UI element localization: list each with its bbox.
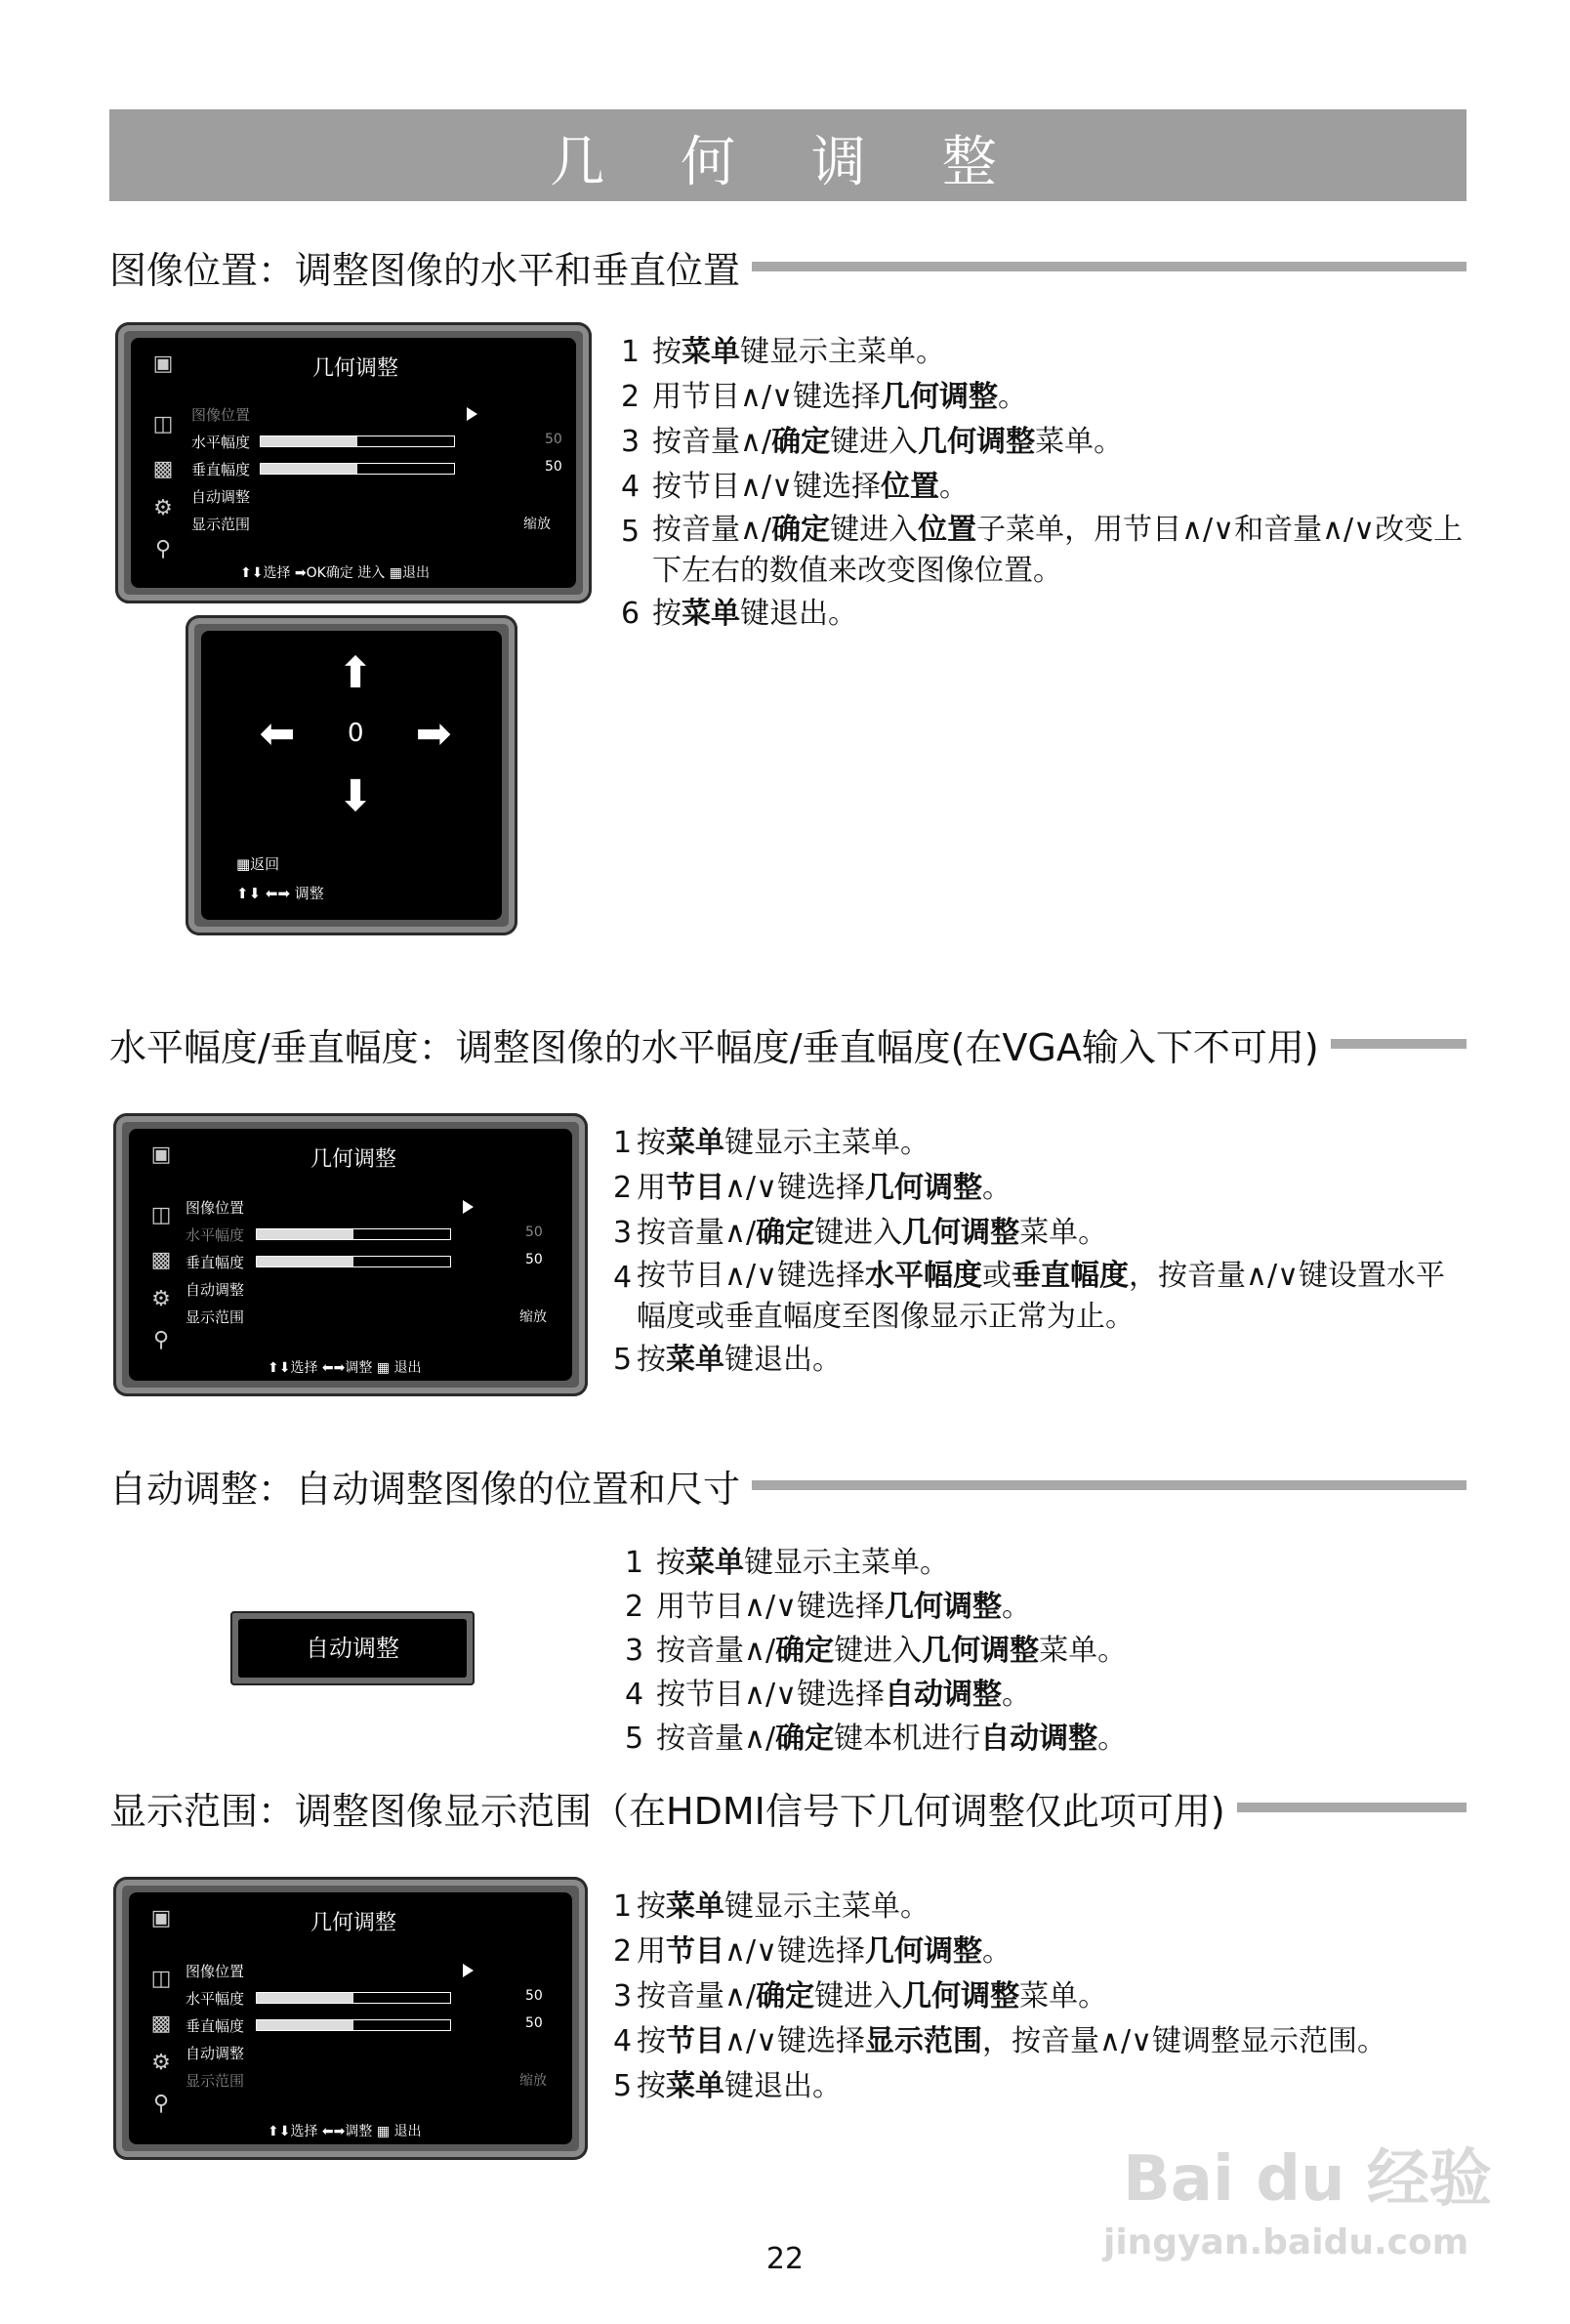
- step: 3 按音量∧/确定键进入几何调整菜单。: [613, 1979, 1108, 2013]
- osd-item-v-size[interactable]: 垂直幅度: [186, 1254, 245, 1271]
- osd-item-auto[interactable]: 自动调整: [186, 2045, 245, 2062]
- heading-text: 水平幅度/垂直幅度：调整图像的水平幅度/垂直幅度(在VGA输入下不可用): [109, 1025, 1319, 1069]
- submenu-arrow-icon: [463, 1964, 474, 1977]
- title-banner: [109, 109, 1467, 201]
- osd-menu-position: [115, 322, 592, 603]
- step: 5 按菜单键退出。: [613, 2069, 842, 2103]
- speaker-icon: ◫: [150, 1203, 172, 1227]
- osd-item-auto[interactable]: 自动调整: [186, 1281, 245, 1299]
- section-heading-position: [109, 242, 1467, 291]
- step: 5 按菜单键退出。: [613, 1343, 842, 1377]
- monitor-icon: ▣: [152, 352, 174, 376]
- osd-screen: [131, 338, 576, 588]
- picture-icon: ▩: [150, 2012, 172, 2036]
- heading-text: 图像位置：调整图像的水平和垂直位置: [109, 248, 741, 292]
- osd-help-bar: ⬆⬇选择 ➡OK确定 进入 ▦退出: [240, 565, 430, 581]
- section-heading-auto: [109, 1461, 1467, 1510]
- osd-item-position[interactable]: 图像位置: [191, 406, 251, 424]
- osd-title: 几何调整: [311, 356, 398, 381]
- monitor-icon: ▣: [150, 1142, 172, 1167]
- gear-icon: ⚙: [153, 496, 173, 520]
- v-size-value: 50: [525, 1252, 543, 1267]
- magnifier-icon: ⚲: [152, 1328, 170, 1352]
- back-hint: ▦返回: [236, 855, 280, 873]
- steps-size: [613, 1121, 1472, 1383]
- range-value: 缩放: [519, 2073, 547, 2089]
- osd-title: 几何调整: [310, 1911, 396, 1935]
- osd-item-v-size[interactable]: 垂直幅度: [186, 2017, 245, 2035]
- osd-screen: [129, 1892, 572, 2144]
- heading-rule: [1331, 1039, 1467, 1049]
- step: 4 按节目∧/∨键选择水平幅度或垂直幅度，按音量∧/∨键设置水平幅度或垂直幅度至图像显示正常为止。: [613, 1259, 1446, 1334]
- monitor-icon: ▣: [150, 1906, 172, 1930]
- osd-item-range[interactable]: 显示范围: [191, 516, 251, 533]
- h-size-value: 50: [525, 1988, 543, 2004]
- osd-menu-range: [113, 1877, 588, 2160]
- osd-title: 几何调整: [310, 1147, 396, 1172]
- heading-rule: [1237, 1803, 1467, 1812]
- position-value: 0: [348, 719, 364, 748]
- up-arrow-icon[interactable]: ⬆: [337, 648, 374, 698]
- watermark-url: jingyan.baidu.com: [1103, 2222, 1469, 2262]
- h-size-value: 50: [545, 432, 562, 447]
- osd-item-position[interactable]: 图像位置: [186, 1199, 245, 1217]
- step: 2 用节目∧/∨键选择几何调整。: [621, 380, 1028, 414]
- h-size-bar[interactable]: [256, 1228, 451, 1240]
- step: 2 用节目∧/∨键选择几何调整。: [613, 1171, 1012, 1205]
- steps-auto: [625, 1541, 1465, 1761]
- step: 5 按音量∧/确定键本机进行自动调整。: [625, 1722, 1128, 1756]
- heading-rule: [752, 262, 1467, 271]
- v-size-bar[interactable]: [260, 463, 455, 475]
- range-value: 缩放: [523, 517, 551, 532]
- auto-adjust-button[interactable]: [230, 1611, 475, 1685]
- osd-item-auto[interactable]: 自动调整: [191, 488, 251, 506]
- step: 5 按音量∧/确定键进入位置子菜单，用节目∧/∨和音量∧/∨改变上下左右的数值来改变图像位置。: [621, 513, 1464, 588]
- step: 1 按菜单键显示主菜单。: [613, 1889, 930, 1924]
- step: 3 按音量∧/确定键进入几何调整菜单。: [621, 425, 1124, 459]
- adjust-hint: ⬆⬇ ⬅➡ 调整: [236, 885, 324, 902]
- osd-help-bar: ⬆⬇选择 ⬅➡调整 ▦ 退出: [268, 2124, 422, 2139]
- page-title: 几 何 调 整: [550, 131, 1026, 194]
- steps-position: [621, 330, 1480, 637]
- step: 2 用节目∧/∨键选择几何调整。: [625, 1590, 1032, 1624]
- gear-icon: ⚙: [151, 2051, 171, 2075]
- submenu-screen: [201, 631, 502, 920]
- step: 1 按菜单键显示主菜单。: [613, 1126, 930, 1160]
- left-arrow-icon[interactable]: ⬅: [259, 709, 296, 759]
- v-size-value: 50: [545, 459, 562, 475]
- h-size-value: 50: [525, 1224, 543, 1240]
- range-value: 缩放: [519, 1309, 547, 1325]
- step: 2 用节目∧/∨键选择几何调整。: [613, 1934, 1012, 1969]
- v-size-bar[interactable]: [256, 1256, 451, 1267]
- osd-screen: [129, 1129, 572, 1381]
- right-arrow-icon[interactable]: ➡: [415, 709, 452, 759]
- step: 1 按菜单键显示主菜单。: [625, 1546, 949, 1580]
- osd-item-range[interactable]: 显示范围: [186, 2072, 245, 2090]
- magnifier-icon: ⚲: [154, 537, 172, 561]
- v-size-bar[interactable]: [256, 2019, 451, 2031]
- step: 4 按节目∧/∨键选择显示范围，按音量∧/∨键调整显示范围。: [613, 2024, 1387, 2058]
- osd-item-v-size[interactable]: 垂直幅度: [191, 461, 251, 478]
- step: 3 按音量∧/确定键进入几何调整菜单。: [625, 1634, 1128, 1668]
- picture-icon: ▩: [152, 457, 174, 481]
- osd-item-h-size[interactable]: 水平幅度: [186, 1990, 245, 2008]
- submenu-arrow-icon: [463, 1200, 474, 1214]
- speaker-icon: ◫: [150, 1967, 172, 1991]
- section-heading-range: [109, 1783, 1467, 1832]
- h-size-bar[interactable]: [260, 436, 455, 447]
- steps-range: [613, 1885, 1492, 2109]
- step: 4 按节目∧/∨键选择自动调整。: [625, 1678, 1032, 1712]
- step: 6 按菜单键退出。: [621, 597, 857, 631]
- step: 1 按菜单键显示主菜单。: [621, 335, 945, 369]
- position-submenu: [186, 615, 517, 935]
- magnifier-icon: ⚲: [152, 2092, 170, 2116]
- page-number: 22: [765, 2242, 805, 2276]
- step: 3 按音量∧/确定键进入几何调整菜单。: [613, 1216, 1108, 1250]
- auto-adjust-label: 自动调整: [238, 1619, 467, 1678]
- osd-item-range[interactable]: 显示范围: [186, 1308, 245, 1326]
- section-heading-size: [109, 1019, 1467, 1068]
- heading-rule: [752, 1480, 1467, 1490]
- osd-help-bar: ⬆⬇选择 ⬅➡调整 ▦ 退出: [268, 1360, 422, 1376]
- heading-text: 显示范围：调整图像显示范围（在HDMI信号下几何调整仅此项可用): [109, 1789, 1225, 1833]
- submenu-arrow-icon: [467, 407, 477, 421]
- osd-menu-size: [113, 1113, 588, 1396]
- step: 4 按节目∧/∨键选择位置。: [621, 470, 970, 504]
- picture-icon: ▩: [150, 1248, 172, 1272]
- down-arrow-icon[interactable]: ⬇: [337, 771, 374, 821]
- watermark-logo: Bai du 经验: [1123, 2143, 1492, 2216]
- gear-icon: ⚙: [151, 1287, 171, 1311]
- v-size-value: 50: [525, 2015, 543, 2031]
- heading-text: 自动调整：自动调整图像的位置和尺寸: [109, 1467, 741, 1511]
- osd-item-h-size[interactable]: 水平幅度: [191, 434, 251, 451]
- h-size-bar[interactable]: [256, 1992, 451, 2004]
- osd-item-position[interactable]: 图像位置: [186, 1963, 245, 1980]
- speaker-icon: ◫: [152, 412, 174, 436]
- osd-item-h-size[interactable]: 水平幅度: [186, 1226, 245, 1244]
